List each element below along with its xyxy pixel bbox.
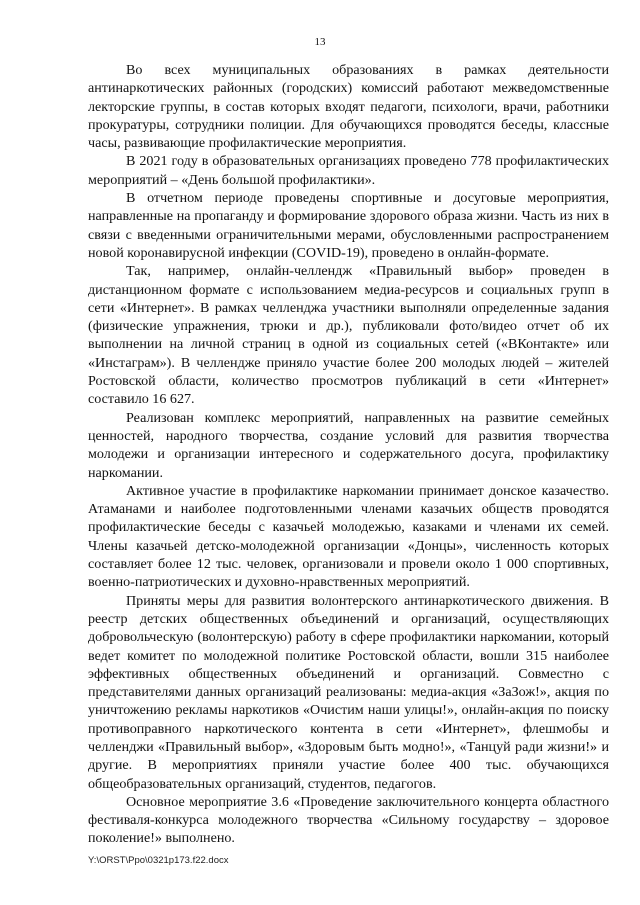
- paragraph-cossacks: Активное участие в профилактике наркомании принимает донское казачество. Атаманами и наиболее подготовленными членами казачьих обществ проводятся профилактические беседы с казачьей молодежью, казаками и членами их семей. Члены казачьей детско-молодежной организации «Донцы», численность которых составляет более 12 тыс. человек, организовали и провели около 1 000 спортивных, военно-патриотических и духовно-нравственных мероприятий.: [88, 482, 609, 591]
- footer-file-path: Y:\ORST\Ppo\0321p173.f22.docx: [88, 855, 229, 866]
- document-body: [88, 61, 609, 848]
- paragraph-prevention-day: В 2021 году в образовательных организациях проведено 778 профилактических мероприятий – «День большой профилактики».: [88, 153, 609, 188]
- paragraph-volunteers: Приняты меры для развития волонтерского антинаркотического движения. В реестр детских общественных объединений и организаций, осуществляющих добровольческую (волонтерскую) работу в сфере профилактики наркомании, который ведет комитет по молодежной политике Ростовской области, вошли 315 наиболее эффективных общественных объединений и организаций. Совместно с представителями данных организаций реализованы: медиа-акция «ЗаЗож!», акция по уничтожению рекламы наркотиков «Очистим наши улицы!», онлайн-акция по поиску противоправного наркотического контента в сети «Интернет», флешмобы и челленджи «Правильный выбор», «Здоровым быть модно!», «Танцуй ради жизни!» и другие. В мероприятиях приняли участие более 400 тыс. обучающихся общеобразовательных организаций, студентов, педагогов.: [88, 592, 609, 792]
- paragraph-family-values: Реализован комплекс мероприятий, направленных на развитие семейных ценностей, народного творчества, создание условий для развития творчества молодежи и организации интересного и содержательного досуга, профилактику наркомании.: [88, 409, 609, 481]
- page-number: 13: [314, 36, 326, 48]
- paragraph-festival: Основное мероприятие 3.6 «Проведение заключительного концерта областного фестиваля-конкурса молодежного творчества «Сильному государству – здоровое поколение!» выполнено.: [88, 793, 609, 847]
- paragraph-lecture-groups: Во всех муниципальных образованиях в рамках деятельности антинаркотических районных (городских) комиссий работают межведомственные лекторские группы, в состав которых входят педагоги, психологи, врачи, работники прокуратуры, сотрудники полиции. Для обучающихся проводятся беседы, классные часы, развивающие профилактические мероприятия.: [88, 62, 609, 152]
- paragraph-sport-events: В отчетном периоде проведены спортивные и досуговые мероприятия, направленные на пропаганду и формирование здорового образа жизни. Часть из них в связи с введенными ограничительными мерами, обусловленными распространением новой коронавирусной инфекции (COVID-19), проведено в онлайн-формате.: [88, 190, 609, 261]
- paragraph-online-challenge: Так, например, онлайн-челлендж «Правильный выбор» проведен в дистанционном формате с использованием медиа-ресурсов и социальных групп в сети «Интернет». В рамках челленджа участники выполняли определенные задания (физические упражнения, трюки и др.), публиковали фото/видео отчет об их выполнении на личной страниц в одной из социальных сетей («ВКонтакте» или «Инстаграм»). В челлендже приняло участие более 200 молодых людей – жителей Ростовской области, количество просмотров публикаций в сети «Интернет» составило 16 627.: [88, 263, 609, 408]
